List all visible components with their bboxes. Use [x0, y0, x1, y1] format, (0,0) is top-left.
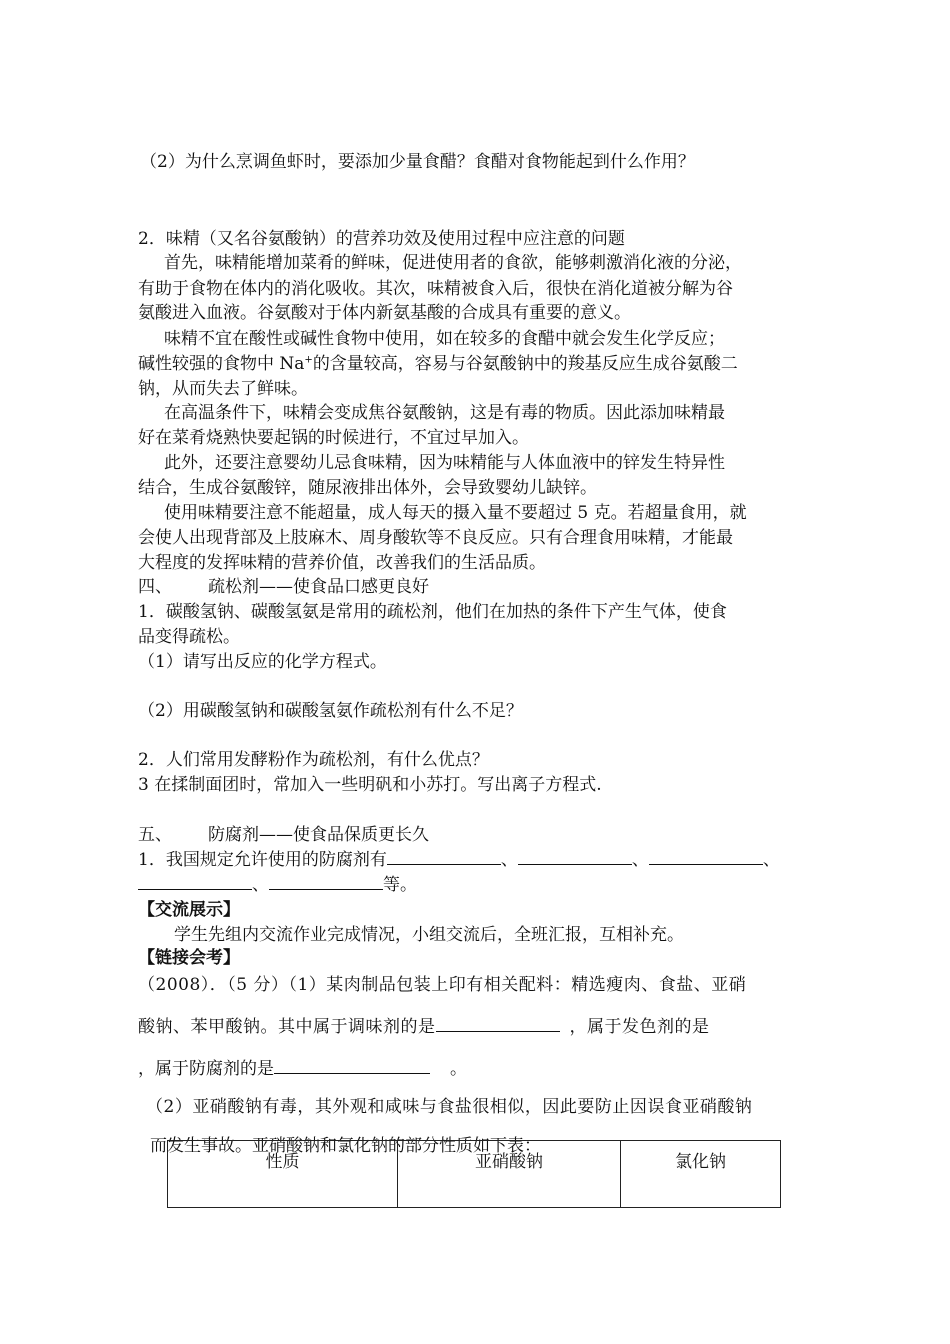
msg-p2-line3: 钠，从而失去了鲜味。	[138, 379, 308, 399]
msg-p2-line2-a: 碱性较强的食物中 Na	[138, 354, 305, 374]
table-header-sodium-nitrite: 亚硝酸钠	[398, 1141, 621, 1208]
section4-q3: 3 在揉制面团时，常加入一些明矾和小苏打。写出离子方程式.	[138, 775, 602, 795]
section4-q1-line1: 1．碳酸氢钠、碳酸氢氨是常用的疏松剂，他们在加热的条件下产生气体，使食	[138, 602, 727, 622]
question-vinegar: （2）为什么烹调鱼虾时，要添加少量食醋？食醋对食物能起到什么作用？	[140, 152, 695, 172]
section5-heading	[138, 823, 429, 847]
msg-p3-line1: 在高温条件下，味精会变成焦谷氨酸钠，这是有毒的物质。因此添加味精最	[164, 403, 725, 423]
preservative-blank-3[interactable]	[649, 848, 763, 865]
exam-line1: （2008）．（5 分）（1）某肉制品包装上印有相关配料：精选瘦肉、食盐、亚硝	[138, 975, 747, 995]
msg-p3-line2: 好在菜肴烧熟快要起锅的时候进行，不宜过早加入。	[138, 428, 529, 448]
msg-p1-line3: 氨酸进入血液。谷氨酸对于体内新氨基酸的合成具有重要的意义。	[138, 303, 631, 323]
exam-line5: 而发生事故。亚硝酸钠和氯化钠的部分性质如下表：	[150, 1136, 541, 1156]
table-header-sodium-chloride: 氯化钠	[621, 1141, 781, 1208]
exam-line3-a: ，属于防腐剂的是	[138, 1059, 274, 1079]
separator: 、	[500, 850, 518, 870]
section5-q1-line1	[138, 848, 780, 872]
exam-heading: 【链接会考】	[138, 948, 240, 968]
exam-line2	[138, 1015, 710, 1039]
msg-p2-line2	[138, 352, 738, 376]
msg-p4-line2: 结合，生成谷氨酸锌，随尿液排出体外，会导致婴幼儿缺锌。	[138, 478, 597, 498]
exam-line3	[138, 1057, 467, 1081]
msg-p2-line1: 味精不宜在酸性或碱性食物中使用，如在较多的食醋中就会发生化学反应；	[164, 329, 725, 349]
preservative-answer-blank[interactable]	[274, 1057, 430, 1074]
section4-heading	[138, 575, 429, 599]
separator: 、	[762, 850, 780, 870]
exam-line3-b: 。	[450, 1059, 467, 1079]
section4-q2: 2．人们常用发酵粉作为疏松剂，有什么优点？	[138, 750, 489, 770]
section4-q1-sub1: （1）请写出反应的化学方程式。	[138, 652, 387, 672]
msg-p1-line2: 有助于食物在体内的消化吸收。其次，味精被食入后，很快在消化道被分解为谷	[138, 279, 733, 299]
separator: 、	[252, 875, 269, 895]
preservative-blank-2[interactable]	[518, 848, 632, 865]
properties-table	[167, 1140, 781, 1208]
msg-p4-line1: 此外，还要注意婴幼儿忌食味精，因为味精能与人体血液中的锌发生特异性	[164, 453, 725, 473]
preservative-blank-1[interactable]	[387, 848, 501, 865]
section5-q1-prompt: 1．我国规定允许使用的防腐剂有	[138, 850, 387, 870]
section5-q1-line2	[138, 873, 417, 897]
msg-p1-line1: 首先，味精能增加菜肴的鲜味，促进使用者的食欲，能够刺激消化液的分泌，	[164, 253, 742, 273]
exam-line2-a: 酸钠、苯甲酸钠。其中属于调味剂的是	[138, 1017, 436, 1037]
section4-number: 四、	[138, 577, 172, 597]
msg-p5-line3: 大程度的发挥味精的营养价值，改善我们的生活品质。	[138, 553, 546, 573]
exchange-text: 学生先组内交流作业完成情况，小组交流后，全班汇报，互相补充。	[174, 925, 684, 945]
sodium-ion-charge: +	[304, 354, 313, 366]
exam-line2-b: ，属于发色剂的是	[569, 1017, 710, 1037]
seasoning-blank[interactable]	[436, 1015, 560, 1032]
preservative-blank-5[interactable]	[269, 873, 383, 890]
exam-line4: （2）亚硝酸钠有毒，其外观和咸味与食盐很相似，因此要防止因误食亚硝酸钠	[146, 1097, 753, 1117]
exchange-heading: 【交流展示】	[138, 900, 240, 920]
section5-q1-end: 等。	[383, 875, 417, 895]
section4-q1-sub2: （2）用碳酸氢钠和碳酸氢氨作疏松剂有什么不足？	[138, 701, 523, 721]
section4-title: 疏松剂——使食品口感更良好	[208, 577, 429, 597]
table-row	[168, 1141, 781, 1208]
section5-title: 防腐剂——使食品保质更长久	[208, 825, 429, 845]
msg-p2-line2-b: 的含量较高，容易与谷氨酸钠中的羧基反应生成谷氨酸二	[312, 354, 738, 374]
table-header-property: 性质	[168, 1141, 398, 1208]
msg-heading: 2．味精（又名谷氨酸钠）的营养功效及使用过程中应注意的问题	[138, 229, 625, 249]
section5-number: 五、	[138, 825, 172, 845]
section4-q1-line2: 品变得疏松。	[138, 627, 240, 647]
preservative-blank-4[interactable]	[138, 873, 252, 890]
separator: 、	[631, 850, 649, 870]
msg-p5-line1: 使用味精要注意不能超量，成人每天的摄入量不要超过 5 克。若超量食用，就	[164, 503, 747, 523]
msg-p5-line2: 会使人出现背部及上肢麻木、周身酸软等不良反应。只有合理食用味精，才能最	[138, 528, 733, 548]
